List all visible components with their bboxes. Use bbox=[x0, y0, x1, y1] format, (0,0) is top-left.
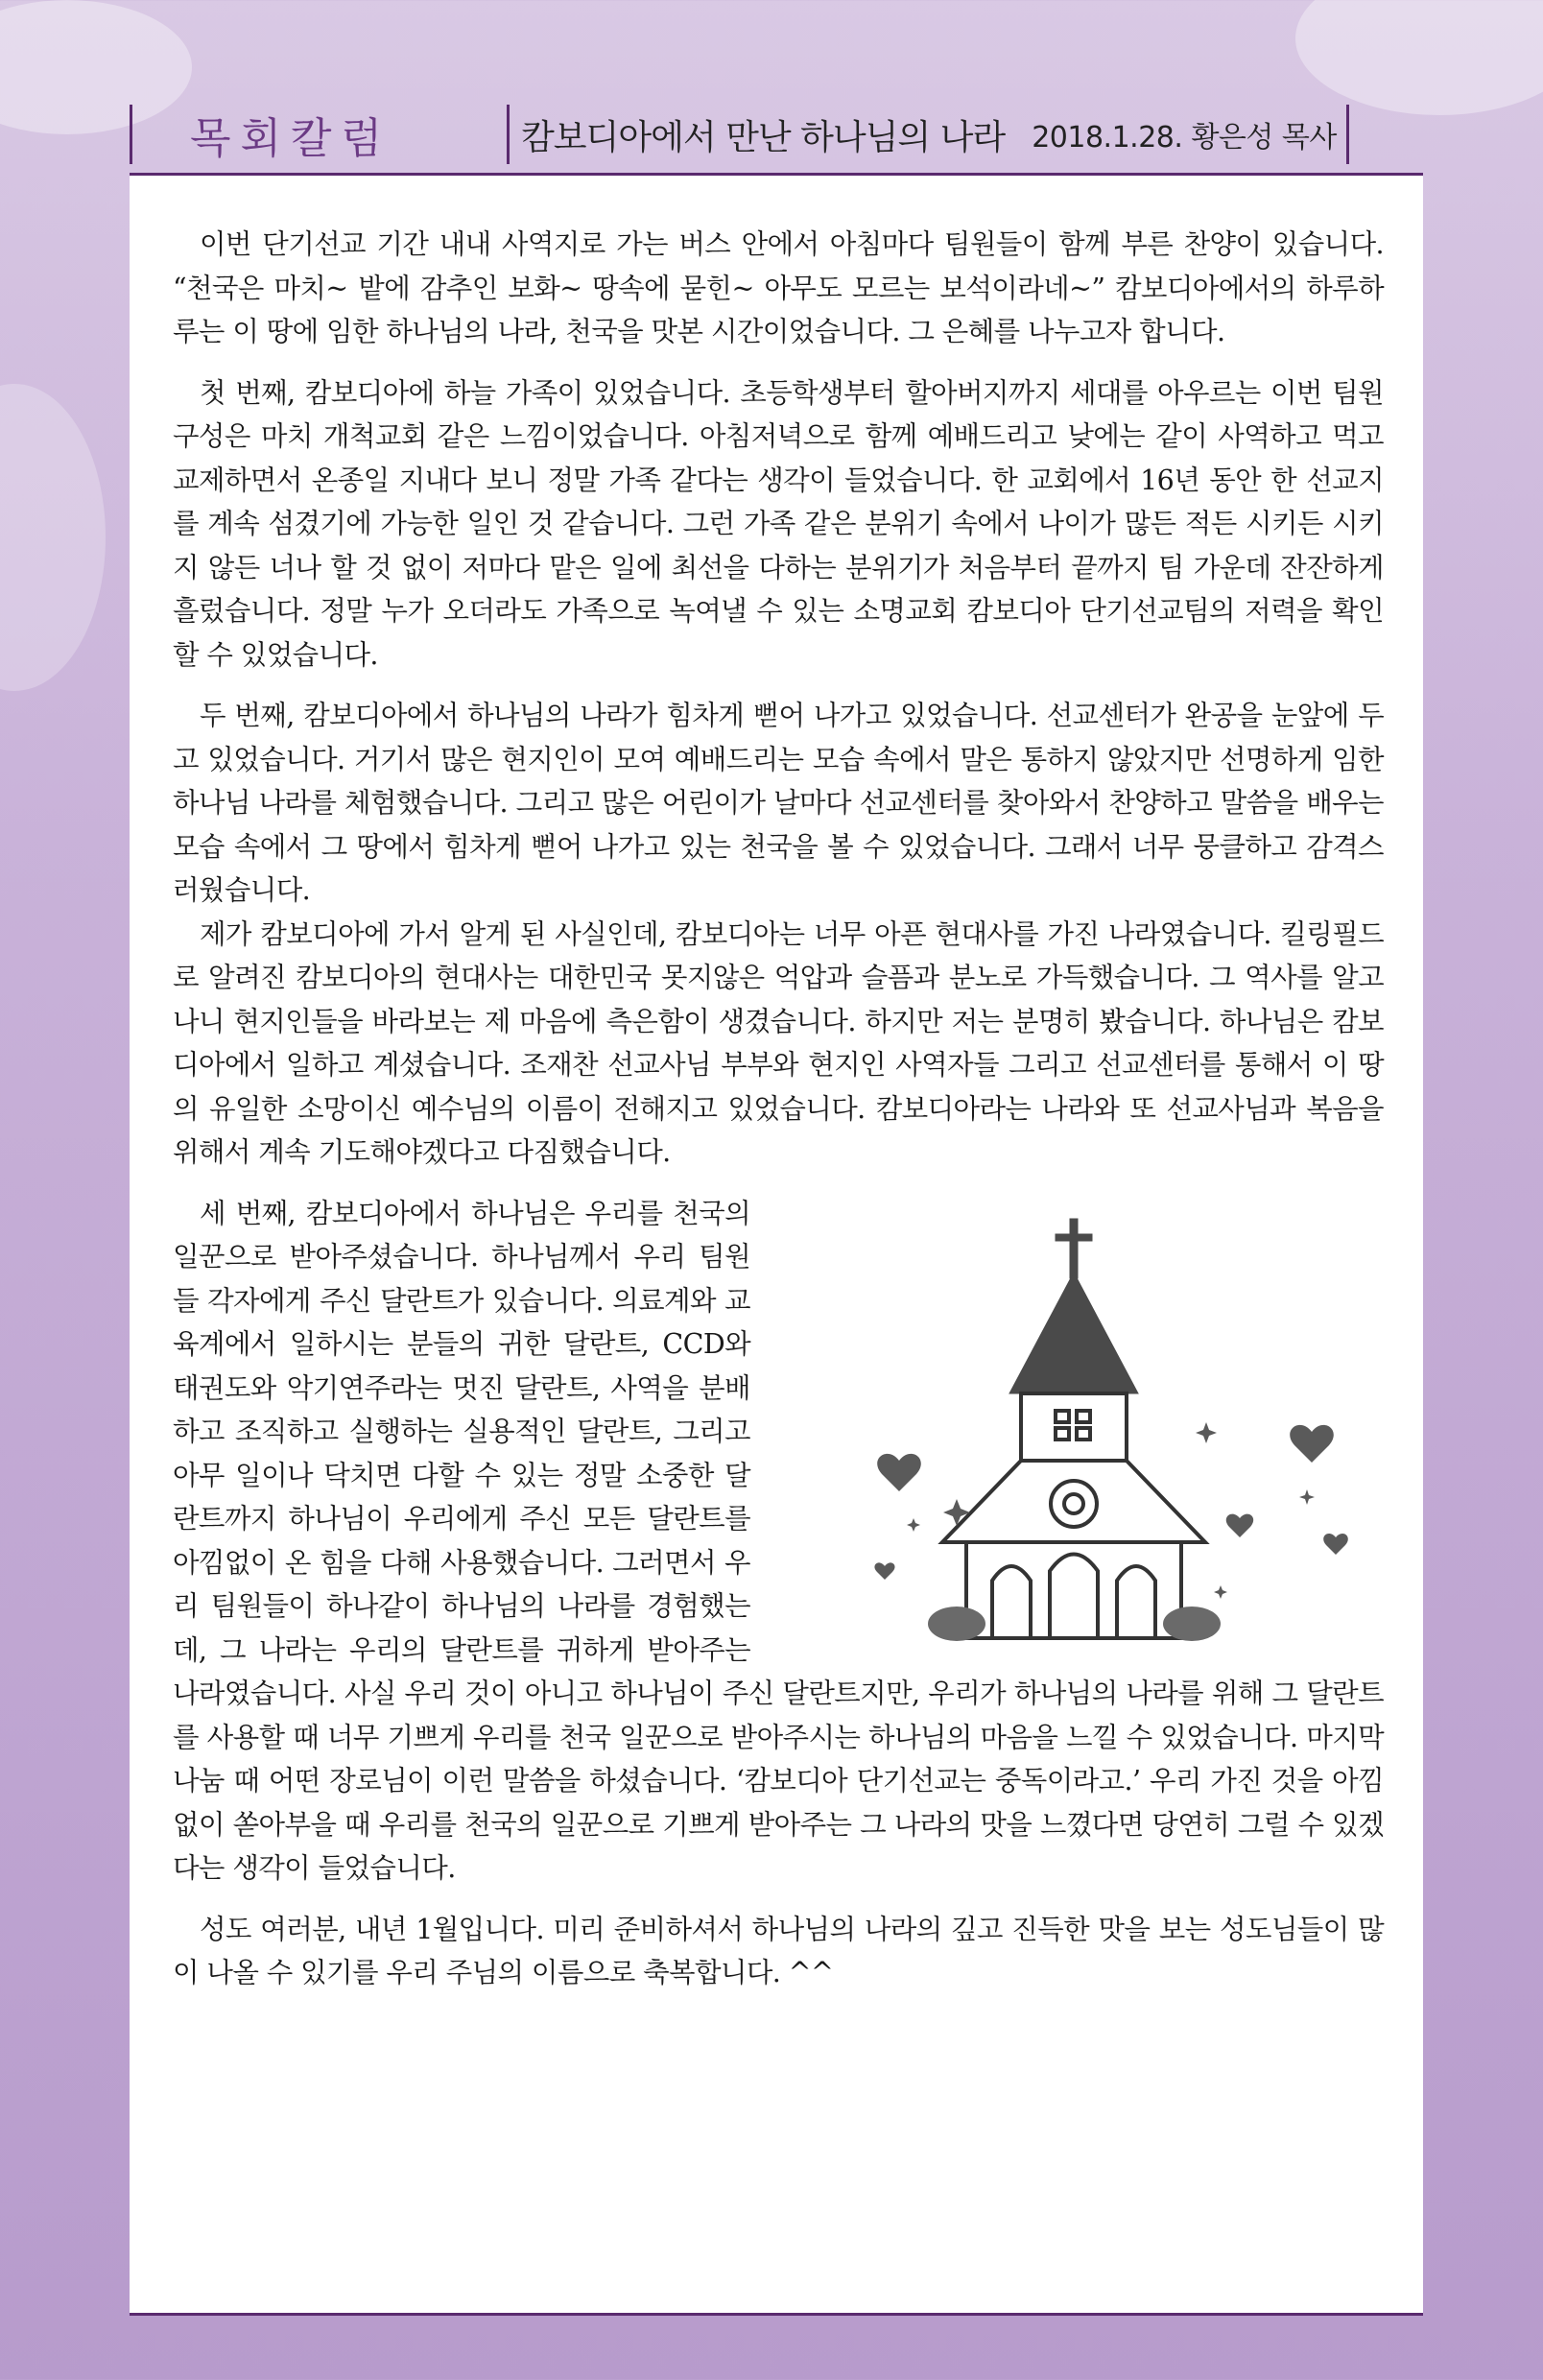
article-title: 캄보디아에서 만난 하나님의 나라 bbox=[521, 117, 1006, 157]
paragraph: 제가 캄보디아에 가서 알게 된 사실인데, 캄보디아는 너무 아픈 현대사를 가진 나라였습니다. 킬링필드로 알려진 캄보디아의 현대사는 대한민국 못지않은 억압과 슬픔과 분노로 가득했습니다. 그 역사를 알고 나니 현지인들을 바라보는 제 마음에 측은함이 생겼습니다. 하지만 저는 분명히 봤습니다. 하나님은 캄보디아에서 일하고 계셨습니다. 조재찬 선교사님 부부와 현지인 사역자들 그리고 선교센터를 통해서 이 땅의 유일한 소망이신 예수님의 이름이 전해지고 있었습니다. 캄보디아라는 나라와 또 선교사님과 복음을 위해서 계속 기도해야겠다고 다짐했습니다. bbox=[173, 917, 1384, 1168]
paragraph: 첫 번째, 캄보디아에 하늘 가족이 있었습니다. 초등학생부터 할아버지까지 세대를 아우르는 이번 팀원 구성은 마치 개척교회 같은 느낌이었습니다. 아침저녁으로 함께 예배드리고 낮에는 같이 사역하고 먹고 교제하면서 온종일 지내다 보니 정말 가족 같다는 생각이 들었습니다. 한 교회에서 16년 동안 한 선교지를 계속 섬겼기에 가능한 일인 것 같습니다. 그런 가족 같은 분위기 속에서 나이가 많든 적든 시키든 시키지 않든 너나 할 것 없이 저마다 맡은 일에 최선을 다하는 분위기가 처음부터 끝까지 팀 가운데 잔잔하게 흘렀습니다. 정말 누가 오더라도 가족으로 녹여낼 수 있는 소명교회 캄보디아 단기선교팀의 저력을 확인할 수 있었습니다. bbox=[173, 376, 1384, 671]
header-divider bbox=[507, 105, 510, 164]
background-petal bbox=[0, 384, 106, 691]
paragraph: 성도 여러분, 내년 1월입니다. 미리 준비하셔서 하나님의 나라의 깊고 진득한 맛을 보는 성도님들이 많이 나올 수 있기를 우리 주님의 이름으로 축복합니다. ^^ bbox=[173, 1913, 1384, 1988]
date-author: 2018.1.28. 황은성 목사 bbox=[1032, 121, 1337, 155]
header-divider bbox=[1346, 105, 1349, 164]
column-header bbox=[130, 96, 1377, 173]
paragraph: 두 번째, 캄보디아에서 하나님의 나라가 힘차게 뻗어 나가고 있었습니다. 선교센터가 완공을 눈앞에 두고 있었습니다. 거기서 많은 현지인이 모여 예배드리는 모습 속에서 말은 통하지 않았지만 선명하게 임한 하나님 나라를 체험했습니다. 그리고 많은 어린이가 날마다 선교센터를 찾아와서 찬양하고 말씀을 배우는 모습 속에서 그 땅에서 힘차게 뻗어 나가고 있는 천국을 볼 수 있었습니다. 그래서 너무 뭉클하고 감격스러웠습니다. bbox=[173, 700, 1384, 906]
church-illustration-icon bbox=[770, 1202, 1384, 1672]
paragraph: 이번 단기선교 기간 내내 사역지로 가는 버스 안에서 아침마다 팀원들이 함께 부른 찬양이 있습니다. “천국은 마치~ 밭에 감추인 보화~ 땅속에 묻힌~ 아무도 모르는 보석이라네~” 캄보디아에서의 하루하루는 이 땅에 임한 하나님의 나라, 천국을 맛본 시간이었습니다. 그 은혜를 나누고자 합니다. bbox=[173, 228, 1384, 347]
article-body bbox=[173, 223, 1384, 2012]
header-divider bbox=[130, 105, 132, 164]
column-section-title: 목회칼럼 bbox=[190, 114, 392, 163]
paragraph: 세 번째, 캄보디아에서 하나님은 우리를 천국의 일꾼으로 받아주셨습니다. 하나님께서 우리 팀원들 각자에게 주신 달란트가 있습니다. 의료계와 교육계에서 일하시는 분들의 귀한 달란트, CCD와 태권도와 악기연주라는 멋진 달란트, 사역을 분배하고 조직하고 실행하는 실용적인 달란트, 그리고 아무 일이나 닥치면 다할 수 있는 정말 소중한 달란트까지 하나님이 우리에게 주신 모든 달란트를 아낌없이 온 힘을 다해 사용했습니다. 그러면서 우리 팀원들이 하나같이 하나님의 나라를 경험했는데, 그 나라는 우리의 달란트를 귀하게 받아주는 나라였습니다. 사실 우리 것이 아니고 하나님이 주신 달란트지만, 우리가 하나님의 나라를 위해 그 달란트를 사용할 때 너무 기쁘게 우리를 천국 일꾼으로 받아주시는 하나님의 마음을 느낄 수 있었습니다. 마지막 나눔 때 어떤 장로님이 이런 말씀을 하셨습니다. ‘캄보디아 단기선교는 중독이라고.’ 우리 가진 것을 아낌없이 쏟아부을 때 우리를 천국의 일꾼으로 기쁘게 받아주는 그 나라의 맛을 느꼈다면 당연히 그럴 수 있겠다는 생각이 들었습니다. bbox=[173, 1197, 1384, 1884]
footer-rule bbox=[130, 2313, 1423, 2316]
